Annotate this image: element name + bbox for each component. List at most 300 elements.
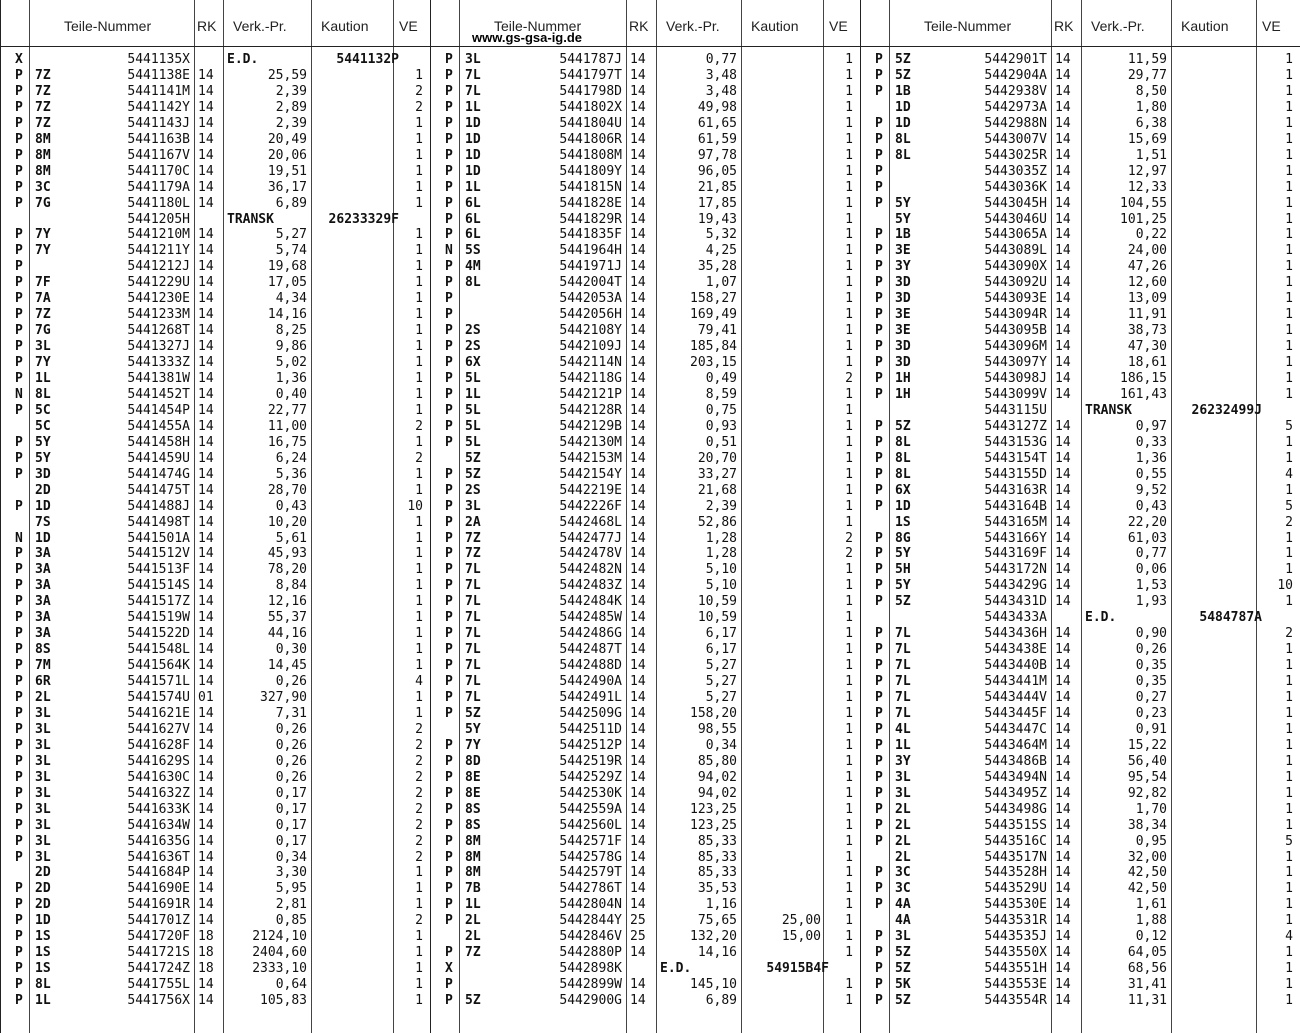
rk: 14	[1055, 865, 1071, 881]
group-code: 2D	[35, 865, 51, 881]
price: 36,17	[267, 179, 307, 195]
ve: 1	[1285, 115, 1293, 131]
group-code: 5S	[465, 243, 481, 259]
ve: 1	[1285, 131, 1293, 147]
ve: 1	[1285, 450, 1293, 466]
ve: 2	[415, 753, 423, 769]
group-code: 8S	[465, 817, 481, 833]
ve: 1	[415, 594, 423, 610]
price: 5,02	[275, 355, 307, 371]
part-number: 5443447C	[984, 721, 1047, 737]
price: 61,03	[1127, 530, 1167, 546]
price: 33,27	[697, 466, 737, 482]
header-verk: Verk.-Pr.	[1091, 18, 1145, 34]
price: 104,55	[1120, 195, 1167, 211]
table-row	[861, 562, 1300, 578]
status-code: P	[875, 450, 883, 466]
status-code: P	[875, 562, 883, 578]
table-row	[1, 961, 431, 977]
table-row	[431, 227, 861, 243]
price: 5,27	[705, 658, 737, 674]
group-code: 1D	[465, 115, 481, 131]
group-code: 5Z	[895, 594, 911, 610]
status-code: P	[875, 690, 883, 705]
part-number: 5443089L	[984, 243, 1047, 259]
table-row	[1, 562, 431, 578]
status-code: P	[15, 323, 23, 339]
part-number: 5442973A	[984, 99, 1047, 115]
part-number: 5442578G	[559, 849, 622, 865]
rk: 14	[198, 737, 214, 753]
price: 78,20	[267, 562, 307, 578]
ve: 1	[415, 626, 423, 642]
group-code: 3L	[35, 769, 51, 785]
ve: 4	[1285, 466, 1293, 482]
price: 11,91	[1127, 307, 1167, 323]
group-code: 4L	[895, 721, 911, 737]
rk: 14	[1055, 801, 1071, 817]
ve: 1	[845, 913, 853, 929]
price: 186,15	[1120, 371, 1167, 386]
rk: 14	[1055, 211, 1071, 227]
part-number: 5442121P	[559, 386, 622, 402]
ve: 1	[845, 642, 853, 658]
rk: 14	[1055, 785, 1071, 801]
rk: 14	[198, 195, 214, 211]
table-row	[861, 642, 1300, 658]
status-code: P	[875, 275, 883, 291]
part-number: 5441513F	[127, 562, 190, 578]
table-row	[1, 259, 431, 275]
status-code: P	[15, 434, 23, 450]
table-row	[861, 594, 1300, 610]
rk: 14	[198, 769, 214, 785]
part-number: 5441163B	[127, 131, 190, 147]
status-code: P	[15, 849, 23, 865]
status-code: P	[875, 83, 883, 99]
part-number: 5443515S	[984, 817, 1047, 833]
rk: 14	[630, 721, 646, 737]
deposit: 54915B4F	[766, 961, 829, 977]
rk: 14	[198, 594, 214, 610]
table-row	[1, 84, 431, 100]
rk: 14	[198, 514, 214, 530]
table-row	[1, 291, 431, 307]
group-code: 2S	[465, 339, 481, 355]
table-row	[861, 180, 1300, 196]
part-number: 5443155D	[984, 466, 1047, 482]
part-number: 5441459U	[127, 450, 190, 466]
group-code: 1L	[465, 99, 481, 115]
part-number: 5443165M	[984, 514, 1047, 530]
table-row	[861, 738, 1300, 754]
group-code: 6R	[35, 674, 51, 690]
ve: 1	[845, 690, 853, 705]
header-teile: Teile-Nummer	[64, 18, 152, 34]
table-row	[861, 546, 1300, 562]
table-row	[1, 387, 431, 403]
ve: 1	[415, 530, 423, 546]
status-code: P	[875, 993, 883, 1009]
status-code: P	[445, 785, 453, 801]
rk: 14	[630, 259, 646, 275]
group-code: 5Y	[35, 434, 51, 450]
part-number: 5443498G	[984, 801, 1047, 817]
part-number: 5443550X	[984, 945, 1047, 961]
rk: 14	[630, 514, 646, 530]
rk: 14	[198, 339, 214, 355]
part-number: 5441701Z	[127, 913, 190, 929]
group-code: 7G	[35, 195, 51, 211]
table-row	[431, 881, 861, 897]
ve: 1	[1285, 913, 1293, 929]
status-code: P	[445, 307, 453, 323]
group-code: 6L	[465, 195, 481, 211]
rk: 14	[1055, 833, 1071, 849]
part-number: 5442511D	[559, 721, 622, 737]
group-code: 1L	[465, 179, 481, 195]
part-number: 5443163R	[984, 482, 1047, 498]
part-number: 5441517Z	[127, 594, 190, 610]
table-row	[1, 355, 431, 371]
part-number: 5442488D	[559, 658, 622, 674]
column-header	[861, 0, 1300, 47]
ve: 2	[415, 418, 423, 434]
part-number: 5441829R	[559, 211, 622, 227]
table-row	[1, 626, 431, 642]
price: 8,50	[1135, 83, 1167, 99]
price: 1,36	[1135, 450, 1167, 466]
ve: 1	[415, 259, 423, 275]
price: 101,25	[1120, 211, 1167, 227]
price: 2,39	[275, 115, 307, 131]
ve: 1	[1285, 259, 1293, 275]
part-number: 5441210M	[127, 227, 190, 243]
ve: 1	[1285, 195, 1293, 211]
price: 2,39	[705, 498, 737, 514]
group-code: 8M	[35, 147, 51, 163]
ve: 1	[845, 737, 853, 753]
part-number: 5441327J	[127, 339, 190, 355]
table-row	[1, 594, 431, 610]
part-number: 5443530E	[984, 897, 1047, 913]
price: 0,43	[1135, 498, 1167, 514]
group-code: 2L	[895, 833, 911, 849]
status-code: P	[445, 418, 453, 434]
part-number: 5443098J	[984, 371, 1047, 386]
price: 2,89	[275, 99, 307, 115]
ve: 1	[1285, 737, 1293, 753]
table-row	[1, 977, 431, 993]
price: E.D.	[227, 52, 259, 67]
price: 1,16	[705, 897, 737, 913]
ve: 5	[1285, 833, 1293, 849]
part-number: 5441691R	[127, 897, 190, 913]
price: 1,28	[705, 530, 737, 546]
ve: 1	[415, 323, 423, 339]
ve: 1	[415, 339, 423, 355]
price: 61,65	[697, 115, 737, 131]
rk: 14	[1055, 945, 1071, 961]
rk: 14	[198, 131, 214, 147]
group-code: 5L	[465, 434, 481, 450]
price: 6,17	[705, 626, 737, 642]
table-row	[431, 786, 861, 802]
table-row	[861, 850, 1300, 866]
ve: 4	[415, 674, 423, 690]
part-number: 5442129B	[559, 418, 622, 434]
price: 0,93	[705, 418, 737, 434]
ve: 1	[415, 578, 423, 594]
part-number: 5441621E	[127, 705, 190, 721]
group-code: 1D	[465, 163, 481, 179]
status-code: P	[15, 147, 23, 163]
rk: 14	[1055, 291, 1071, 307]
part-number: 5441724Z	[127, 961, 190, 977]
part-number: 5441211Y	[127, 243, 190, 259]
table-row	[431, 610, 861, 626]
group-code: 7Z	[35, 67, 51, 83]
part-number: 5442484K	[559, 594, 622, 610]
price: 94,02	[697, 769, 737, 785]
ve: 1	[845, 83, 853, 99]
part-number: 5441143J	[127, 115, 190, 131]
part-number: 5441628F	[127, 737, 190, 753]
group-code: 8L	[895, 450, 911, 466]
table-row	[431, 339, 861, 355]
table-row	[431, 818, 861, 834]
status-code: P	[15, 626, 23, 642]
status-code: P	[15, 945, 23, 961]
table-row	[861, 227, 1300, 243]
part-number: 5442529Z	[559, 769, 622, 785]
status-code: P	[875, 307, 883, 323]
table-row	[1, 531, 431, 547]
part-number: 5443528H	[984, 865, 1047, 881]
rk: 14	[1055, 929, 1071, 945]
price: 5,27	[705, 674, 737, 690]
rk: 14	[198, 323, 214, 339]
group-code: 5Y	[35, 450, 51, 466]
part-number: 5443464M	[984, 737, 1047, 753]
group-code: 8S	[35, 642, 51, 658]
status-code: P	[15, 259, 23, 275]
status-code: P	[875, 339, 883, 355]
price: 14,16	[267, 307, 307, 323]
group-code: 3L	[35, 705, 51, 721]
table-row	[861, 961, 1300, 977]
group-code: 2L	[465, 929, 481, 945]
ve: 1	[845, 179, 853, 195]
ve: 1	[415, 179, 423, 195]
group-code: 2L	[465, 913, 481, 929]
table-row	[1, 148, 431, 164]
table-row	[1, 945, 431, 961]
table-row	[1, 690, 431, 706]
rk: 14	[198, 721, 214, 737]
part-number: 5441633K	[127, 801, 190, 817]
table-row	[1, 802, 431, 818]
status-code: P	[15, 721, 23, 737]
part-number: 5442509G	[559, 705, 622, 721]
table-row	[861, 275, 1300, 291]
ve: 1	[415, 371, 423, 386]
rk: 18	[198, 929, 214, 945]
part-number: 5441808M	[559, 147, 622, 163]
status-code: P	[15, 610, 23, 626]
price: 29,77	[1127, 67, 1167, 83]
ve: 2	[415, 99, 423, 115]
group-code: 7Z	[465, 530, 481, 546]
table-row	[861, 435, 1300, 451]
group-code: 8L	[895, 434, 911, 450]
price: 47,26	[1127, 259, 1167, 275]
ve: 1	[1285, 147, 1293, 163]
table-row	[861, 834, 1300, 850]
price: 1,28	[705, 546, 737, 562]
price: 12,60	[1127, 275, 1167, 291]
rk: 14	[1055, 466, 1071, 482]
table-row	[431, 164, 861, 180]
rk: 14	[630, 737, 646, 753]
price: 38,34	[1127, 817, 1167, 833]
table-row	[431, 148, 861, 164]
price: 2,39	[275, 83, 307, 99]
ve: 1	[845, 897, 853, 913]
table-row	[431, 531, 861, 547]
ve: 1	[1285, 753, 1293, 769]
rk: 14	[1055, 386, 1071, 402]
table-row	[1, 164, 431, 180]
rk: 14	[198, 674, 214, 690]
status-code: X	[445, 961, 453, 977]
group-code: 1L	[35, 993, 51, 1009]
table-row	[431, 196, 861, 212]
table-row	[1, 483, 431, 499]
group-code: 3C	[35, 179, 51, 195]
table-row	[1, 706, 431, 722]
ve: 1	[1285, 323, 1293, 339]
ve: 1	[845, 674, 853, 690]
status-code: P	[445, 753, 453, 769]
rk: 14	[630, 674, 646, 690]
rk: 14	[630, 562, 646, 578]
rk: 14	[630, 163, 646, 179]
ve: 1	[415, 929, 423, 945]
price: 42,50	[1127, 865, 1167, 881]
rk: 14	[198, 115, 214, 131]
status-code: P	[875, 881, 883, 897]
table-row	[1, 180, 431, 196]
status-code: P	[15, 498, 23, 514]
group-code: 8L	[895, 147, 911, 163]
group-code: 1D	[465, 147, 481, 163]
status-code: P	[875, 929, 883, 945]
price: 1,88	[1135, 913, 1167, 929]
table-row	[861, 116, 1300, 132]
rk: 14	[630, 115, 646, 131]
price: 1,80	[1135, 99, 1167, 115]
part-number: 5442560L	[559, 817, 622, 833]
table-row	[1, 275, 431, 291]
price: 158,27	[690, 291, 737, 307]
part-number: 5441170C	[127, 163, 190, 179]
table-row	[431, 578, 861, 594]
column-header	[1, 0, 431, 47]
group-code: 2L	[895, 817, 911, 833]
group-code: 5L	[465, 418, 481, 434]
part-number: 5443164B	[984, 498, 1047, 514]
ve: 2	[415, 849, 423, 865]
table-row	[1, 371, 431, 387]
ve: 1	[415, 434, 423, 450]
price: 85,33	[697, 865, 737, 881]
group-code: 3E	[895, 243, 911, 259]
ve: 1	[845, 67, 853, 83]
part-number: 5441828E	[559, 195, 622, 211]
ve: 1	[845, 993, 853, 1009]
status-code: P	[15, 131, 23, 147]
rk: 14	[630, 865, 646, 881]
price: 0,27	[1135, 690, 1167, 705]
group-code: 5K	[895, 977, 911, 993]
price: 0,95	[1135, 833, 1167, 849]
rk: 14	[198, 642, 214, 658]
price: 0,35	[1135, 658, 1167, 674]
price: 2404,60	[252, 945, 307, 961]
rk: 14	[1055, 371, 1071, 386]
part-number: 5442468L	[559, 514, 622, 530]
status-code: P	[445, 833, 453, 849]
status-code: P	[15, 466, 23, 482]
status-code: N	[15, 386, 23, 402]
group-code: 8E	[465, 785, 481, 801]
status-code: P	[15, 993, 23, 1009]
status-code: P	[875, 355, 883, 371]
rk: 14	[1055, 323, 1071, 339]
table-row	[431, 977, 861, 993]
group-code: 3L	[35, 833, 51, 849]
table-row	[861, 403, 1300, 419]
part-number: 5442053A	[559, 291, 622, 307]
part-number: 5441964H	[559, 243, 622, 259]
table-row	[1, 419, 431, 435]
ve: 1	[845, 163, 853, 179]
status-code: P	[15, 674, 23, 690]
price: 45,93	[267, 546, 307, 562]
part-number: 5443096M	[984, 339, 1047, 355]
price: 0,91	[1135, 721, 1167, 737]
part-number: 5442900G	[559, 993, 622, 1009]
part-number: 5442988N	[984, 115, 1047, 131]
group-code: 6X	[895, 482, 911, 498]
group-code: 3A	[35, 594, 51, 610]
price: 5,27	[705, 690, 737, 705]
group-code: 1D	[895, 498, 911, 514]
ve: 1	[415, 131, 423, 147]
ve: 1	[845, 52, 853, 67]
status-code: P	[15, 179, 23, 195]
status-code: P	[15, 658, 23, 674]
table-row	[1, 770, 431, 786]
price: 42,50	[1127, 881, 1167, 897]
group-code: 3L	[35, 801, 51, 817]
table-row	[861, 84, 1300, 100]
ve: 1	[1285, 674, 1293, 690]
group-code: 1B	[895, 227, 911, 243]
price: 0,77	[705, 52, 737, 67]
status-code: P	[875, 865, 883, 881]
